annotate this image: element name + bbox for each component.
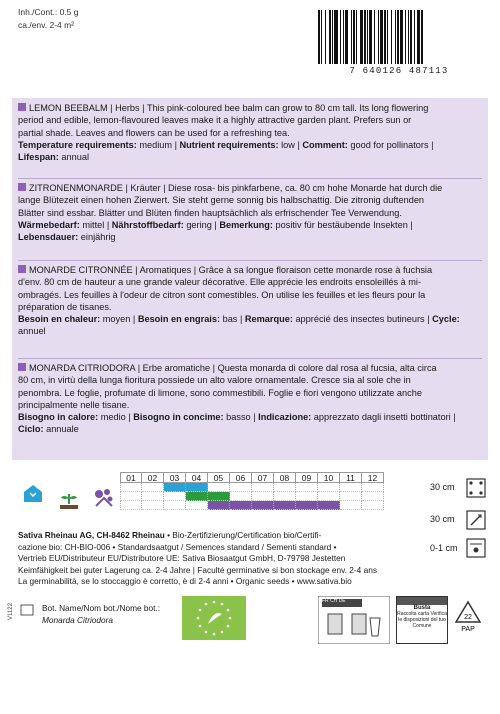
bullet-square-icon — [18, 363, 26, 371]
requirement-label: Nährstoffbedarf: — [111, 219, 184, 230]
calendar-month: 06 — [230, 472, 252, 483]
barcode-number: 7 640126 487113 — [349, 66, 449, 76]
calendar-cell — [274, 492, 296, 501]
lifespan-line — [18, 325, 482, 337]
botanical-name: Monarda Citriodora — [42, 615, 114, 625]
calendar-cell — [362, 483, 384, 492]
calendar-cell — [186, 492, 208, 501]
description-text: ombragés. Les feuilles à l'odeur de citron sont comestibles. On utilise les feuilles et les fleurs pour la — [18, 289, 426, 300]
description-line — [18, 301, 482, 313]
version-code: V1122 — [8, 603, 14, 620]
calendar-month: 01 — [120, 472, 142, 483]
calendar-cell — [318, 501, 340, 510]
description-line — [18, 102, 482, 114]
description-block — [18, 362, 482, 436]
indoor-sowing-icon — [22, 483, 44, 503]
lifespan-value: einjährig — [78, 232, 116, 243]
description-line — [18, 114, 482, 126]
code-fr: FR — [322, 598, 329, 604]
lifespan-label: Ciclo: — [18, 424, 44, 435]
bullet-square-icon — [18, 103, 26, 111]
row-spacing — [430, 482, 455, 492]
lifespan-label: Lebensdauer: — [18, 232, 79, 243]
calendar-cell — [362, 501, 384, 510]
calendar-cell — [274, 483, 296, 492]
requirements-line — [18, 219, 482, 231]
description-line — [18, 374, 482, 386]
area-coverage: ca./env. 2-4 m² — [18, 20, 75, 30]
description-line — [18, 387, 482, 399]
description-text: principalmente nelle tisane. — [18, 399, 130, 410]
calendar-cell — [296, 492, 318, 501]
company-info-line: cazione bio: CH-BIO-006 • Standardsaatgut / Semences standard / Sementi standard • — [18, 541, 337, 552]
calendar-cell — [362, 492, 384, 501]
calendar-cell — [120, 483, 142, 492]
code-de: DE — [338, 598, 346, 604]
calendar-cell — [164, 483, 186, 492]
botanical-info — [42, 602, 160, 626]
company-info-line: Vertrieb EU/Distributeur EU/Distributore UE: Sativa Biosaatgut GmbH, D-79798 Jestetten — [18, 553, 346, 563]
calendar-cell — [120, 492, 142, 501]
requirement-value: moyen | — [100, 314, 138, 325]
calendar-cell — [142, 501, 164, 510]
bullet-square-icon — [18, 265, 26, 273]
recycle-codes — [322, 598, 346, 604]
requirement-value: basso | — [223, 412, 259, 423]
requirement-value: medium | — [136, 139, 180, 150]
calendar-cell — [340, 483, 362, 492]
description-text: LEMON BEEBALM | Herbs | This pink-coloured bee balm can grow to 80 cm tall. Its long flowering — [29, 103, 429, 113]
sowing-calendar — [120, 472, 384, 510]
calendar-cell — [230, 492, 252, 501]
calendar-cell — [186, 483, 208, 492]
requirement-label: Remarque: — [244, 314, 293, 325]
description-line — [18, 399, 482, 411]
description-block — [18, 102, 482, 163]
lifespan-label: Lifespan: — [18, 152, 59, 163]
description-line — [18, 289, 482, 301]
calendar-month: 04 — [186, 472, 208, 483]
company-info — [18, 530, 493, 588]
description-text: MONARDE CITRONNÉE | Aromatiques | Grâce à sa longue floraison cette monarde rose à fuchsia — [29, 265, 433, 275]
botanical-name-icon — [20, 603, 34, 615]
description-text: ZITRONENMONARDE | Kräuter | Diese rosa- bis pinkfarbene, ca. 80 cm hohe Monarde hat durch die — [29, 183, 443, 193]
plant-spacing — [430, 514, 455, 524]
calendar-cell — [208, 501, 230, 510]
direct-sowing-icon — [58, 492, 80, 510]
requirement-label: Indicazione: — [258, 412, 312, 423]
requirement-value: apprezzato dagli insetti bottinatori | — [311, 412, 456, 423]
calendar-cell — [318, 483, 340, 492]
calendar-month: 03 — [164, 472, 186, 483]
row-spacing-value: 30 cm — [430, 482, 455, 492]
requirement-label: Cycle: — [432, 314, 460, 325]
description-line — [18, 194, 482, 206]
description-text: partial shade. Leaves and flowers can be used for a refreshing tea. — [18, 127, 290, 138]
eu-organic-logo — [182, 596, 246, 640]
requirement-value: good for pollinators | — [347, 139, 434, 150]
block-divider — [18, 358, 482, 359]
calendar-cell — [318, 492, 340, 501]
calendar-cell — [164, 501, 186, 510]
barcode — [318, 10, 480, 76]
barcode-bar — [421, 10, 423, 64]
bullet-square-icon — [18, 183, 26, 191]
description-line — [18, 182, 482, 194]
description-line — [18, 127, 482, 139]
description-text: préparation de tisanes. — [18, 301, 112, 312]
plant-spacing-icon — [466, 510, 486, 530]
description-panel — [12, 98, 488, 460]
description-line — [18, 362, 482, 374]
calendar-month: 10 — [318, 472, 340, 483]
description-line — [18, 207, 482, 219]
code-ch: CH — [330, 598, 338, 604]
description-text: Blätter sind essbar. Blätter und Blüten finden hauptsächlich als erfrischender Tee Verwendung. — [18, 207, 402, 218]
lifespan-value: annuale — [43, 424, 79, 435]
description-text: lange Blütezeit einen hohen Zierwert. Sie steht gerne sonnig bis halbschattig. Die zitronig duftenden — [18, 195, 425, 206]
calendar-cell — [208, 483, 230, 492]
requirement-label: Bemerkung: — [219, 219, 273, 230]
italy-recycling-info — [396, 596, 448, 644]
requirements-line — [18, 139, 482, 151]
description-text: MONARDA CITRIODORA | Erbe aromatiche | Questa monarda di colore dal rosa al fucsia, alta circa — [29, 363, 437, 373]
calendar-cell — [252, 483, 274, 492]
requirement-label: Besoin en chaleur: — [18, 314, 101, 325]
description-block — [18, 264, 482, 338]
requirements-line — [18, 411, 482, 423]
calendar-cell — [340, 492, 362, 501]
calendar-row-direct-sowing — [120, 492, 384, 501]
calendar-month: 11 — [340, 472, 362, 483]
calendar-cell — [252, 492, 274, 501]
content-info — [18, 6, 78, 32]
calendar-cell — [296, 483, 318, 492]
svg-text:22: 22 — [464, 614, 472, 621]
calendar-cell — [274, 501, 296, 510]
requirement-label: Wärmebedarf: — [18, 219, 80, 230]
lifespan-line — [18, 231, 482, 243]
requirement-value: low | — [278, 139, 303, 150]
certification-text: • Bio-Zertifizierung/Certification bio/Certifi- — [164, 530, 322, 540]
calendar-cell — [142, 483, 164, 492]
company-name: Sativa Rheinau AG, CH-8462 Rheinau — [18, 530, 165, 540]
requirements-line — [18, 313, 482, 325]
calendar-cell — [230, 483, 252, 492]
calendar-month: 05 — [208, 472, 230, 483]
requirement-label: Besoin en engrais: — [137, 314, 221, 325]
sowing-depth-value: 0-1 cm — [430, 543, 458, 553]
calendar-cell — [186, 501, 208, 510]
recycle-note: Raccolta carta Verifica le disposizioni del tuo Comune — [397, 611, 447, 629]
block-divider — [18, 260, 482, 261]
description-block — [18, 182, 482, 243]
description-text: period and edible, lemon-flavoured leaves make it a highly attractive garden plant. Prefers sun or — [18, 115, 412, 126]
calendar-row-harvest — [120, 501, 384, 510]
requirement-label: Bisogno in concime: — [133, 412, 224, 423]
requirement-label: Temperature requirements: — [18, 139, 137, 150]
description-line — [18, 276, 482, 288]
requirement-value: mittel | — [79, 219, 112, 230]
pap-recycling-icon — [454, 600, 482, 634]
requirement-value: bas | — [220, 314, 245, 325]
calendar-month: 02 — [142, 472, 164, 483]
plant-spacing-value: 30 cm — [430, 514, 455, 524]
requirement-label: Nutrient requirements: — [179, 139, 279, 150]
calendar-cell — [120, 501, 142, 510]
lifespan-value: annuel — [18, 326, 46, 337]
calendar-cell — [208, 492, 230, 501]
description-line — [18, 264, 482, 276]
description-text: penombra. Le foglie, profumate di limone, sono commestibili. Foglie e fiori vengono utilizzate anche — [18, 387, 422, 398]
calendar-cell — [296, 501, 318, 510]
calendar-cell — [340, 501, 362, 510]
block-divider — [18, 178, 482, 179]
content-weight: Inh./Cont.: 0.5 g — [18, 7, 79, 17]
calendar-month: 08 — [274, 472, 296, 483]
company-info-line: Keimfähigkeit bei guter Lagerung ca. 2-4 Jahre | Faculté germinative si bon stockage env. 2-4 ans — [18, 564, 377, 575]
requirement-value: positiv für bestäubende Insekten | — [272, 219, 413, 230]
lifespan-line — [18, 151, 482, 163]
bag-label: Busta — [413, 605, 431, 611]
botanical-label: Bot. Name/Nom bot./Nome bot.: — [42, 603, 161, 613]
requirement-value: medio | — [98, 412, 134, 423]
svg-text:PAP: PAP — [461, 626, 475, 633]
requirement-value: apprécié des insectes butineurs | — [292, 314, 433, 325]
requirement-label: Comment: — [302, 139, 348, 150]
description-text: d'env. 80 cm de hauteur a une grande valeur décorative. Elle apprécie les endroits ensoleillés à mi- — [18, 277, 422, 288]
calendar-cell — [230, 501, 252, 510]
calendar-cell — [142, 492, 164, 501]
lifespan-line — [18, 423, 482, 435]
company-info-line: La germinabilità, se lo stoccaggio è corretto, è di 2-4 anni • Organic seeds • www.sativa.bio — [18, 576, 352, 586]
calendar-cell — [252, 501, 274, 510]
harvest-icon — [92, 486, 116, 508]
calendar-row-indoor-sowing — [120, 483, 384, 492]
requirement-value: gering | — [183, 219, 220, 230]
calendar-cell — [164, 492, 186, 501]
requirement-label: Bisogno in calore: — [18, 412, 99, 423]
barcode-bars — [318, 10, 480, 64]
calendar-month: 12 — [362, 472, 384, 483]
row-spacing-icon — [466, 478, 486, 498]
lifespan-value: annual — [58, 152, 89, 163]
calendar-month: 07 — [252, 472, 274, 483]
description-text: 80 cm, in virtù della lunga fioritura possiede un alto valore ornamentale. Cresce sia al sole che in — [18, 375, 411, 386]
calendar-month: 09 — [296, 472, 318, 483]
